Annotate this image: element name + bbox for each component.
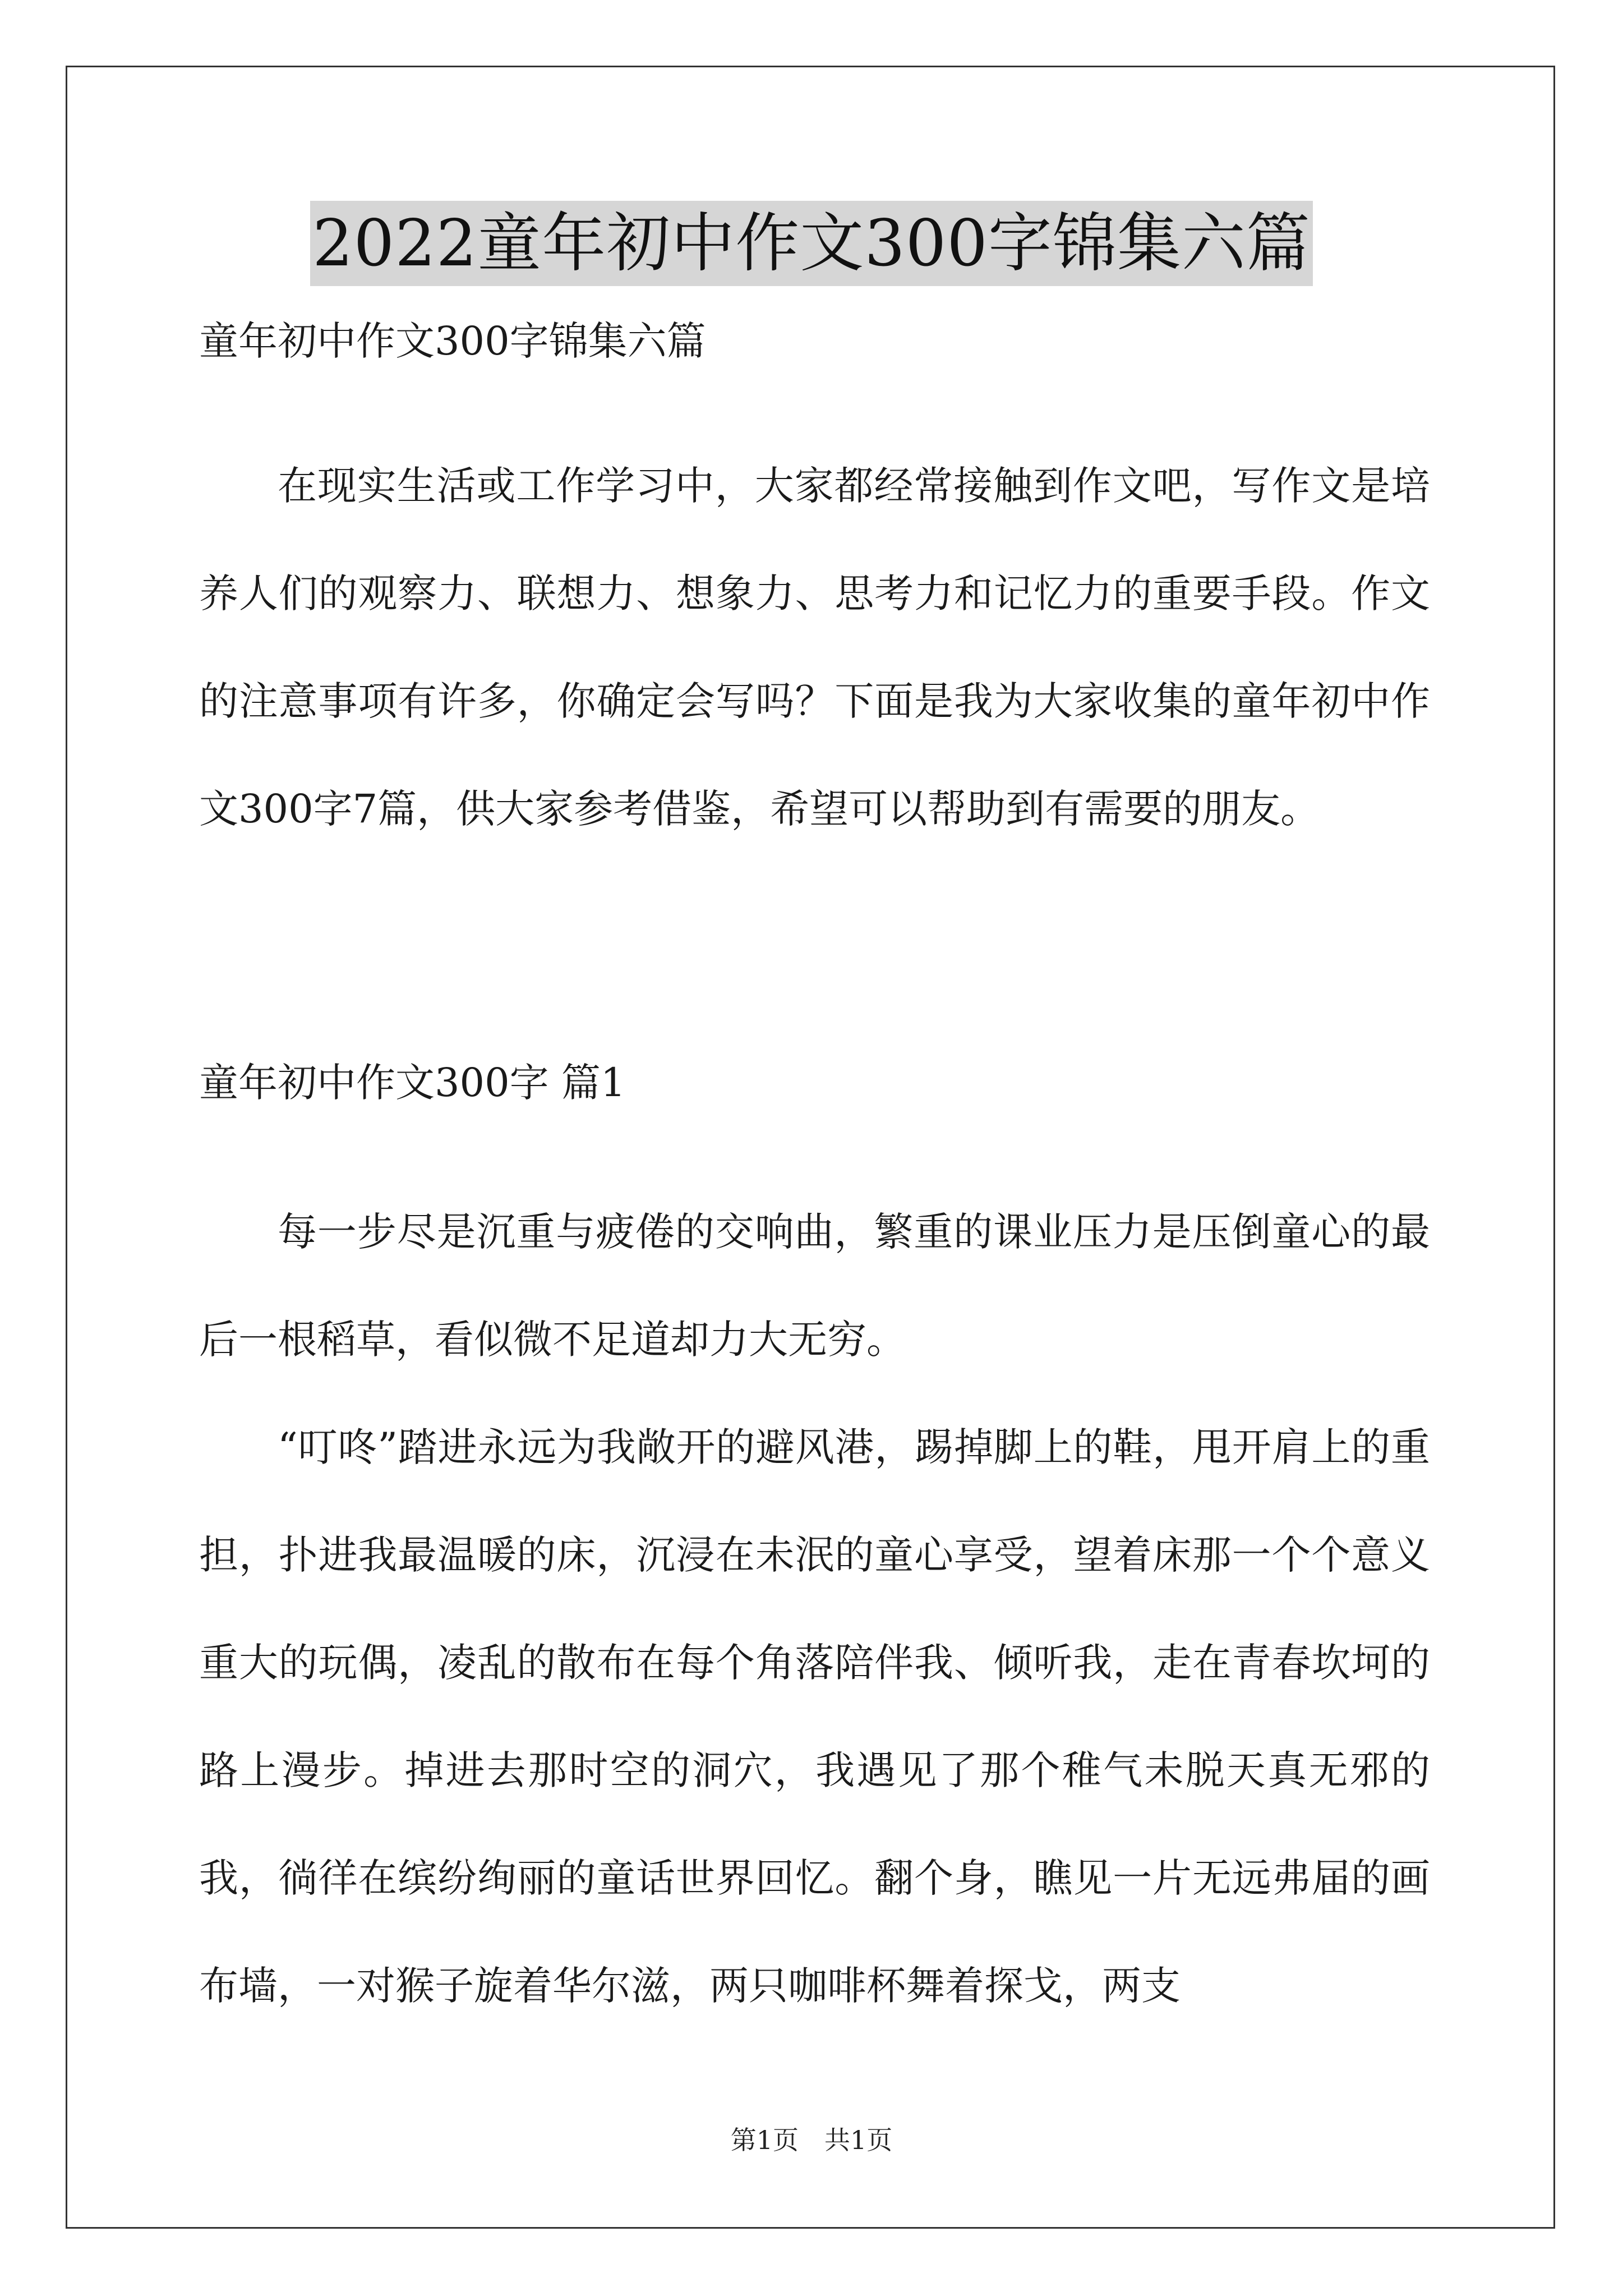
title-container — [0, 201, 1623, 286]
section-paragraph-1: 每一步尽是沉重与疲倦的交响曲，繁重的课业压力是压倒童心的最后一根稻草，看似微不足道却力大无穷。 — [199, 1209, 1430, 1363]
page-footer: 第1页 共1页 — [730, 2125, 893, 2155]
document-title: 2022童年初中作文300字锦集六篇 — [310, 201, 1313, 286]
section-heading: 童年初中作文300字 篇1 — [199, 1060, 626, 1106]
section-paragraph-2: “叮咚”踏进永远为我敞开的避风港，踢掉脚上的鞋，甩开肩上的重担，扑进我最温暖的床，沉浸在未泯的童心享受，望着床那一个个意义重大的玩偶，凌乱的散布在每个角落陪伴我、倾听我，走在青春坎坷的路上漫步。掉进去那时空的洞穴，我遇见了那个稚气未脱天真无邪的我，徜徉在缤纷绚丽的童话世界回忆。翻个身，瞧见一片无远弗届的画布墙，一对猴子旋着华尔滋，两只咖啡杯舞着探戈，两支 — [199, 1424, 1430, 2009]
intro-paragraph: 在现实生活或工作学习中，大家都经常接触到作文吧，写作文是培养人们的观察力、联想力、想象力、思考力和记忆力的重要手段。作文的注意事项有许多，你确定会写吗？下面是我为大家收集的童年初中作文300字7篇，供大家参考借鉴，希望可以帮助到有需要的朋友。 — [199, 463, 1430, 832]
document-subtitle: 童年初中作文300字锦集六篇 — [199, 318, 706, 364]
